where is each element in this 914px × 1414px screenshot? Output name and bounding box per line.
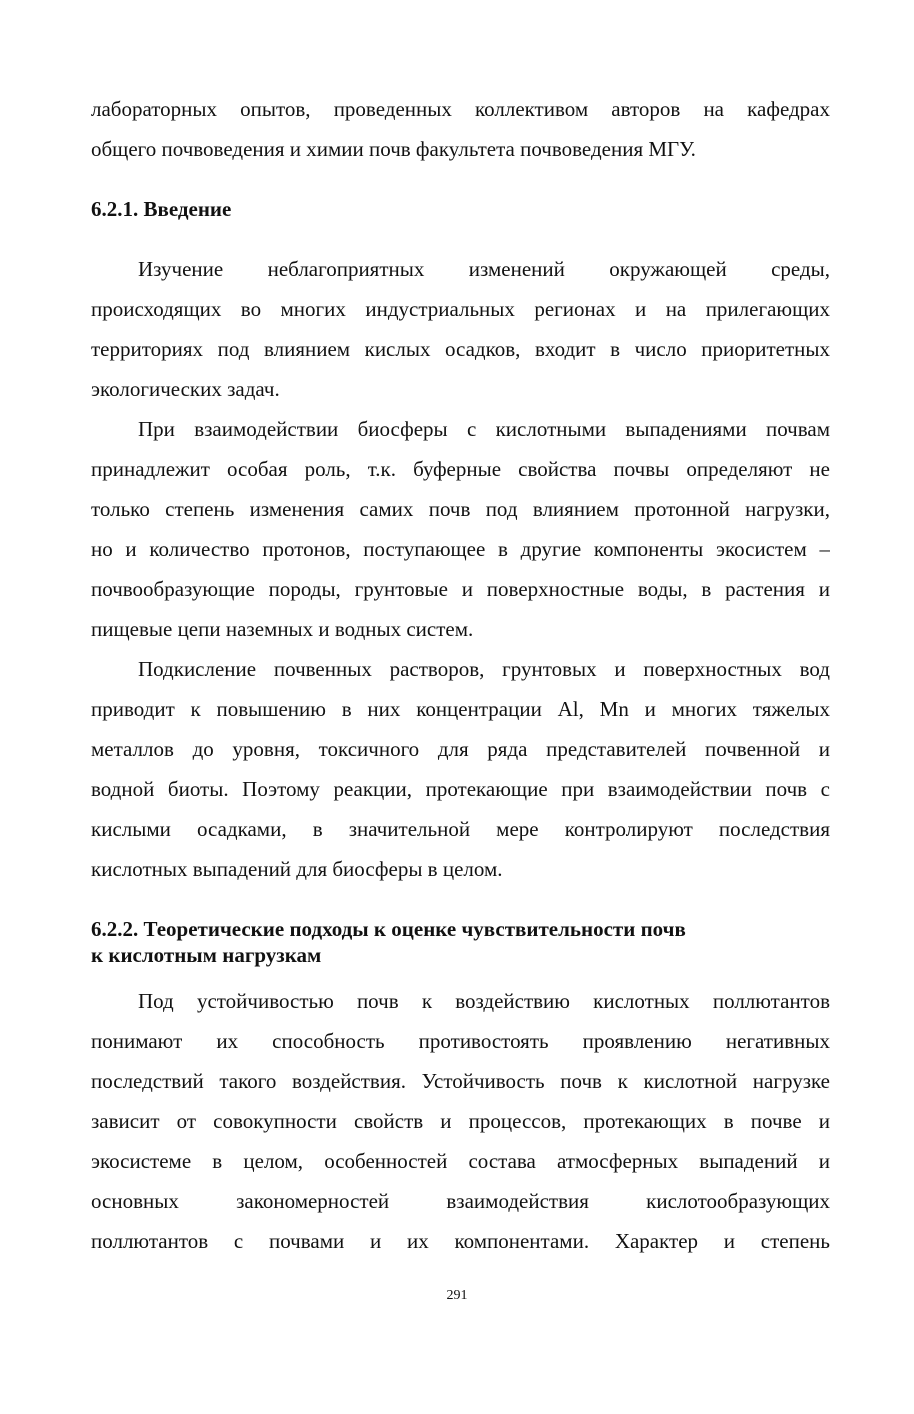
section-heading: 6.2.2. Теоретические подходы к оценке чувствительности почв	[91, 917, 686, 941]
paragraph-line: Изучение неблагоприятных изменений окружающей среды,	[138, 257, 830, 281]
paragraph-line: пищевые цепи наземных и водных систем.	[91, 617, 474, 641]
paragraph-line: экосистеме в целом, особенностей состава атмосферных выпадений и	[91, 1149, 830, 1173]
paragraph-line: территориях под влиянием кислых осадков, входит в число приоритетных	[91, 337, 830, 361]
top-paragraph-line: общего почвоведения и химии почв факультета почвоведения МГУ.	[91, 137, 696, 161]
paragraph-line: но и количество протонов, поступающее в другие компоненты экосистем –	[91, 537, 830, 561]
section-heading: 6.2.1. Введение	[91, 197, 232, 221]
paragraph-line: зависит от совокупности свойств и процессов, протекающих в почве и	[91, 1109, 830, 1133]
paragraph-line: последствий такого воздействия. Устойчивость почв к кислотной нагрузке	[91, 1069, 830, 1093]
section-heading: к кислотным нагрузкам	[91, 943, 322, 967]
paragraph-line: кислыми осадками, в значительной мере контролируют последствия	[91, 817, 830, 841]
page-number: 291	[446, 1288, 468, 1303]
paragraph-line: кислотных выпадений для биосферы в целом.	[91, 857, 503, 881]
paragraph-line: принадлежит особая роль, т.к. буферные свойства почвы определяют не	[91, 457, 830, 481]
paragraph-line: водной биоты. Поэтому реакции, протекающие при взаимодействии почв с	[91, 777, 830, 801]
paragraph-line: экологических задач.	[91, 377, 280, 401]
paragraph-line: понимают их способность противостоять проявлению негативных	[91, 1029, 830, 1053]
paragraph-line: почвообразующие породы, грунтовые и поверхностные воды, в растения и	[91, 577, 830, 601]
paragraph-line: металлов до уровня, токсичного для ряда представителей почвенной и	[91, 737, 830, 761]
paragraph-line: Под устойчивостью почв к воздействию кислотных поллютантов	[138, 989, 830, 1013]
paragraph-line: При взаимодействии биосферы с кислотными выпадениями почвам	[138, 417, 830, 441]
paragraph-line: поллютантов с почвами и их компонентами. Характер и степень	[91, 1229, 830, 1253]
top-paragraph-line: лабораторных опытов, проведенных коллективом авторов на кафедрах	[91, 97, 830, 121]
paragraph-line: Подкисление почвенных растворов, грунтовых и поверхностных вод	[138, 657, 830, 681]
paragraph-line: происходящих во многих индустриальных регионах и на прилегающих	[91, 297, 830, 321]
paragraph-line: основных закономерностей взаимодействия кислотообразующих	[91, 1189, 830, 1213]
paragraph-line: приводит к повышению в них концентрации Al, Mn и многих тяжелых	[91, 697, 830, 721]
paragraph-line: только степень изменения самих почв под влиянием протонной нагрузки,	[91, 497, 830, 521]
